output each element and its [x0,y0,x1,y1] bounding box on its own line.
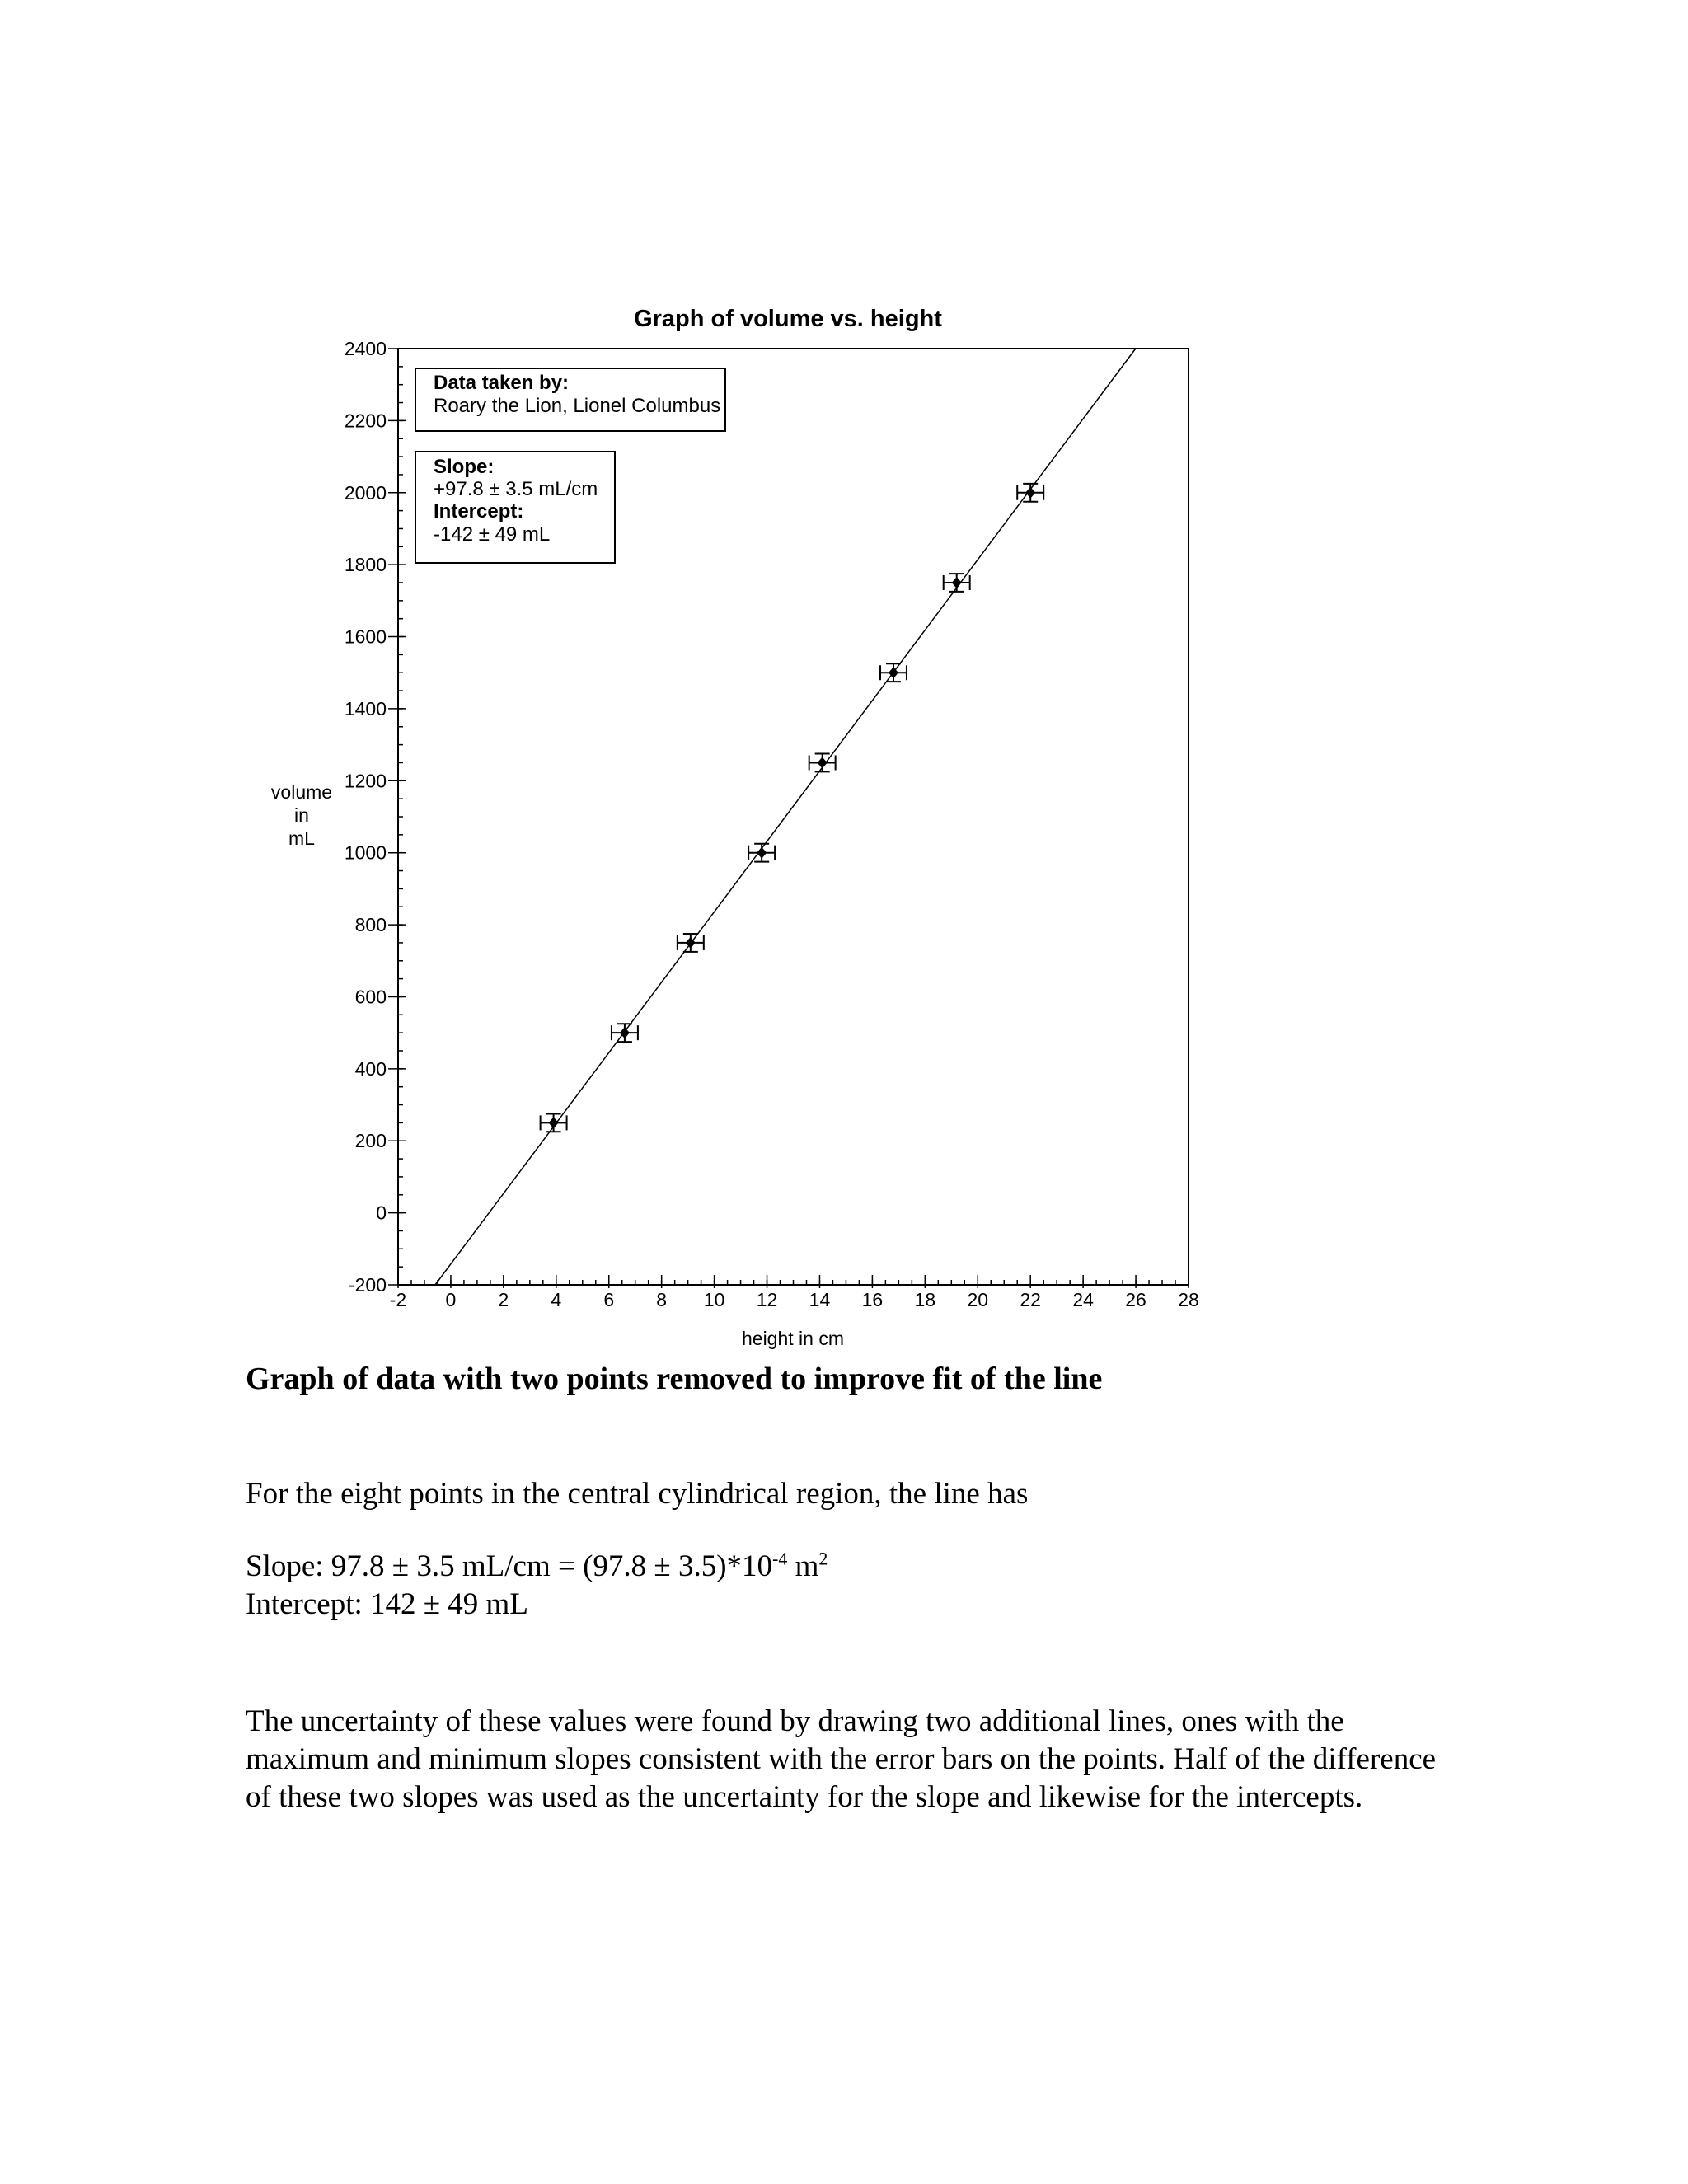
point-marker [952,577,962,588]
x-tick-label: 18 [914,1289,936,1310]
uncertainty-paragraph: The uncertainty of these values were found by drawing two additional lines, ones with the maximum and minimum slopes consistent with the error bars on the points. Half of the difference of these two slopes was used as the uncertainty for the slope and likewise for the intercepts. [246,1704,1437,1814]
y-tick-label: 1600 [344,626,387,648]
point-marker [1025,487,1035,499]
x-tick-label: 20 [967,1289,989,1310]
fit-results-box [415,452,615,563]
slope-exponent: -4 [772,1548,788,1569]
x-tick-label: 28 [1178,1289,1199,1310]
y-tick-label: 2000 [344,481,387,504]
y-axis-label-line1: volume [270,781,333,803]
data-point [678,934,704,952]
y-tick-label: 600 [354,986,387,1008]
point-marker [757,847,767,859]
fit-intercept-heading: Intercept: [434,500,524,523]
data-point [1017,484,1043,502]
x-tick-label: 6 [603,1289,615,1310]
y-tick-label: 1800 [344,554,387,576]
y-tick-label: 1000 [344,841,387,864]
y-tick-label: 1400 [344,697,387,719]
y-tick-label: 800 [354,914,387,936]
y-axis-label-line3: mL [288,827,315,849]
figure-caption: Graph of data with two points removed to improve fit of the line [246,1361,1103,1396]
data-point [880,663,907,682]
x-tick-label: 22 [1020,1289,1041,1310]
data-credit-names: Roary the Lion, Lionel Columbus [434,395,721,417]
x-tick-label: 2 [498,1289,509,1310]
slope-unit-exponent: 2 [818,1548,828,1569]
point-marker [818,757,828,768]
slope-unit: m [787,1549,819,1583]
x-tick-label: 14 [809,1289,831,1310]
x-tick-label: 24 [1072,1289,1094,1310]
data-point [541,1113,567,1132]
x-axis-label: height in cm [741,1328,845,1349]
x-tick-label: 12 [756,1289,778,1310]
results-intro: For the eight points in the central cylindrical region, the line has [246,1477,1029,1511]
y-tick-label: 0 [376,1202,387,1224]
fit-intercept-value: -142 ± 49 mL [434,523,551,546]
y-axis-ticks [345,338,406,1296]
y-tick-label: 2400 [344,338,387,359]
x-tick-label: -2 [389,1289,407,1310]
slope-result [246,1548,1449,1586]
y-tick-label: 400 [354,1057,387,1080]
y-tick-label: 2200 [344,410,387,432]
slope-result-text: Slope: 97.8 ± 3.5 mL/cm = (97.8 ± 3.5)*10 [246,1549,773,1583]
x-axis-ticks [390,1275,1199,1310]
x-tick-label: 4 [551,1289,562,1310]
x-tick-label: 26 [1125,1289,1146,1310]
x-tick-label: 8 [656,1289,668,1310]
fit-slope-value: +97.8 ± 3.5 mL/cm [434,478,598,500]
y-tick-label: 200 [354,1130,387,1152]
data-point [809,754,836,772]
fit-slope-heading: Slope: [434,456,495,478]
point-marker [549,1117,559,1128]
y-tick-label: 1200 [344,770,387,792]
x-tick-label: 10 [703,1289,725,1310]
y-axis-label-line2: in [294,804,309,826]
data-credit-box [415,368,725,431]
y-tick-label: -200 [348,1274,387,1296]
intercept-result: Intercept: 142 ± 49 mL [246,1587,528,1621]
data-credit-heading: Data taken by: [434,372,570,394]
x-tick-label: 0 [445,1289,457,1310]
data-point [612,1024,638,1042]
data-point [748,844,775,862]
chart-title: Graph of volume vs. height [634,306,942,332]
x-tick-label: 16 [861,1289,884,1310]
